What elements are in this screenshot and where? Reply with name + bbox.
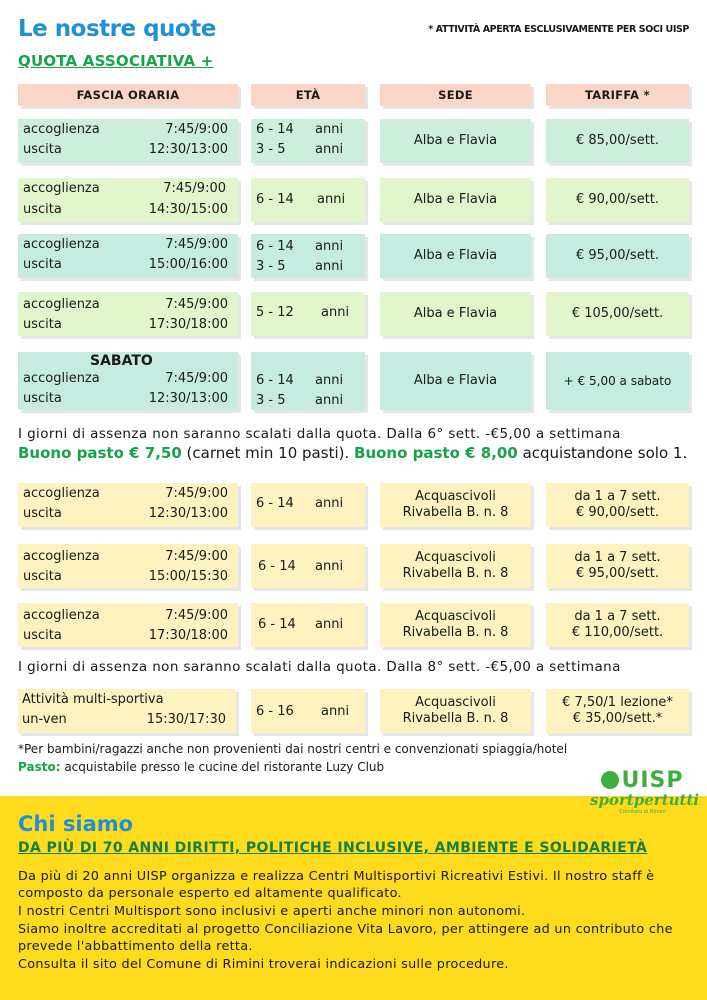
- table-row-time-cell: SABATO accoglienza 7:45/9:00 uscita 12:30/13:00: [18, 352, 238, 410]
- table-row-tariffa-cell: € 105,00/sett.: [546, 292, 689, 336]
- table-row-age-cell: 6 - 14 anni 3 - 5 anni: [251, 234, 365, 278]
- table-row-age-cell: 6 - 14 anni 3 - 5 anni: [251, 352, 365, 410]
- about-paragraph-1: Da più di 20 anni UISP organizza e realizza Centri Multisportivi Ricreativi Estivi. Il nostro staff è composto da personale esperto ed altamente qualificato.: [18, 869, 655, 901]
- table-row-age-cell: 6 - 14 anni 3 - 5 anni: [251, 119, 365, 163]
- table-row-time-cell: accoglienza 7:45/9:00 uscita 15:00/16:00: [18, 234, 238, 278]
- table-row-sede-cell: Acquascivoli Rivabella B. n. 8: [380, 603, 531, 647]
- column-header-fascia: FASCIA ORARIA: [18, 84, 238, 106]
- table-row-time-cell: accoglienza 7:45/9:00 uscita 12:30/13:00: [18, 483, 238, 527]
- table-row-sede-cell: Alba e Flavia: [380, 234, 531, 278]
- table-row-age-cell: 6 - 16 anni: [251, 689, 365, 733]
- globe-icon: [601, 771, 619, 789]
- table-row-sede-cell: Alba e Flavia: [380, 119, 531, 163]
- table-row-age-cell: 6 - 14 anni: [251, 603, 365, 647]
- meal-note: Pasto: acquistabile presso le cucine del ristorante Luzy Club: [18, 760, 385, 774]
- column-header-eta: ETÀ: [251, 84, 365, 106]
- column-header-tariffa: TARIFFA *: [546, 84, 689, 106]
- table-row-time-cell: accoglienza 7:45/9:00 uscita 17:30/18:00: [18, 292, 238, 336]
- table-row-sede-cell: Acquascivoli Rivabella B. n. 8: [380, 483, 531, 527]
- table-row-age-cell: 6 - 14 anni: [251, 544, 365, 588]
- about-subtitle: DA PIÙ DI 70 ANNI DIRITTI, POLITICHE INCLUSIVE, AMBIENTE E SOLIDARIETÀ: [18, 840, 648, 856]
- table-row-tariffa-cell: + € 5,00 a sabato: [546, 352, 689, 410]
- meal-voucher-line: Buono pasto € 7,50 (carnet min 10 pasti). Buono pasto € 8,00 acquistandone solo 1.: [18, 444, 688, 462]
- table-row-time-cell: accoglienza 7:45/9:00 uscita 15:00/15:30: [18, 544, 238, 588]
- table-row-time-cell: accoglienza 7:45/9:00 uscita 17:30/18:00: [18, 603, 238, 647]
- table-row-age-cell: 5 - 12 anni: [251, 292, 365, 336]
- about-paragraph-4: Consulta il sito del Comune di Rimini troverai indicazioni sulle procedure.: [18, 957, 509, 972]
- saturday-heading: SABATO: [90, 353, 153, 369]
- column-header-sede: SEDE: [380, 84, 531, 106]
- table-row-tariffa-cell: € 7,50/1 lezione* € 35,00/sett.*: [546, 689, 689, 733]
- about-paragraph-3: Siamo inoltre accreditati al progetto Conciliazione Vita Lavoro, per attingere ad un contributo che prevede l'abbattimento della retta.: [18, 922, 673, 954]
- table-row-sede-cell: Alba e Flavia: [380, 352, 531, 410]
- footnote: *Per bambini/ragazzi anche non provenienti dai nostri centri e convenzionati spiaggia/hotel: [18, 742, 568, 756]
- table-row-age-cell: 6 - 14 anni: [251, 483, 365, 527]
- about-title: Chi siamo: [18, 812, 134, 836]
- table-row-time-cell: accoglienza 7:45/9:00 uscita 14:30/15:00: [18, 178, 238, 222]
- table-row-tariffa-cell: € 85,00/sett.: [546, 119, 689, 163]
- table-row-tariffa-cell: da 1 a 7 sett. € 95,00/sett.: [546, 544, 689, 588]
- table-row-time-cell: Attività multi-sportiva un-ven 15:30/17:30: [18, 689, 236, 733]
- table-row-age-cell: 6 - 14 anni: [251, 178, 365, 222]
- table-row-tariffa-cell: da 1 a 7 sett. € 110,00/sett.: [546, 603, 689, 647]
- page-title: Le nostre quote: [18, 16, 216, 42]
- members-only-note: * ATTIVITÀ APERTA ESCLUSIVAMENTE PER SOCI UISP: [428, 24, 689, 35]
- table-row-tariffa-cell: € 95,00/sett.: [546, 234, 689, 278]
- absence-note-2: I giorni di assenza non saranno scalati dalla quota. Dalla 8° sett. -€5,00 a settimana: [18, 659, 621, 675]
- table-row-sede-cell: Acquascivoli Rivabella B. n. 8: [380, 689, 531, 733]
- table-row-tariffa-cell: € 90,00/sett.: [546, 178, 689, 222]
- section-subtitle: QUOTA ASSOCIATIVA +: [18, 52, 214, 70]
- absence-note: I giorni di assenza non saranno scalati dalla quota. Dalla 6° sett. -€5,00 a settimana: [18, 426, 621, 442]
- table-row-sede-cell: Acquascivoli Rivabella B. n. 8: [380, 544, 531, 588]
- table-row-sede-cell: Alba e Flavia: [380, 292, 531, 336]
- table-row-time-cell: accoglienza 7:45/9:00 uscita 12:30/13:00: [18, 119, 238, 163]
- table-row-tariffa-cell: da 1 a 7 sett. € 90,00/sett.: [546, 483, 689, 527]
- uisp-logo: UISP sportpertutti Comitato di Rimini: [590, 768, 700, 815]
- about-paragraph-2: I nostri Centri Multisport sono inclusivi e aperti anche minori non autonomi.: [18, 904, 526, 919]
- table-row-sede-cell: Alba e Flavia: [380, 178, 531, 222]
